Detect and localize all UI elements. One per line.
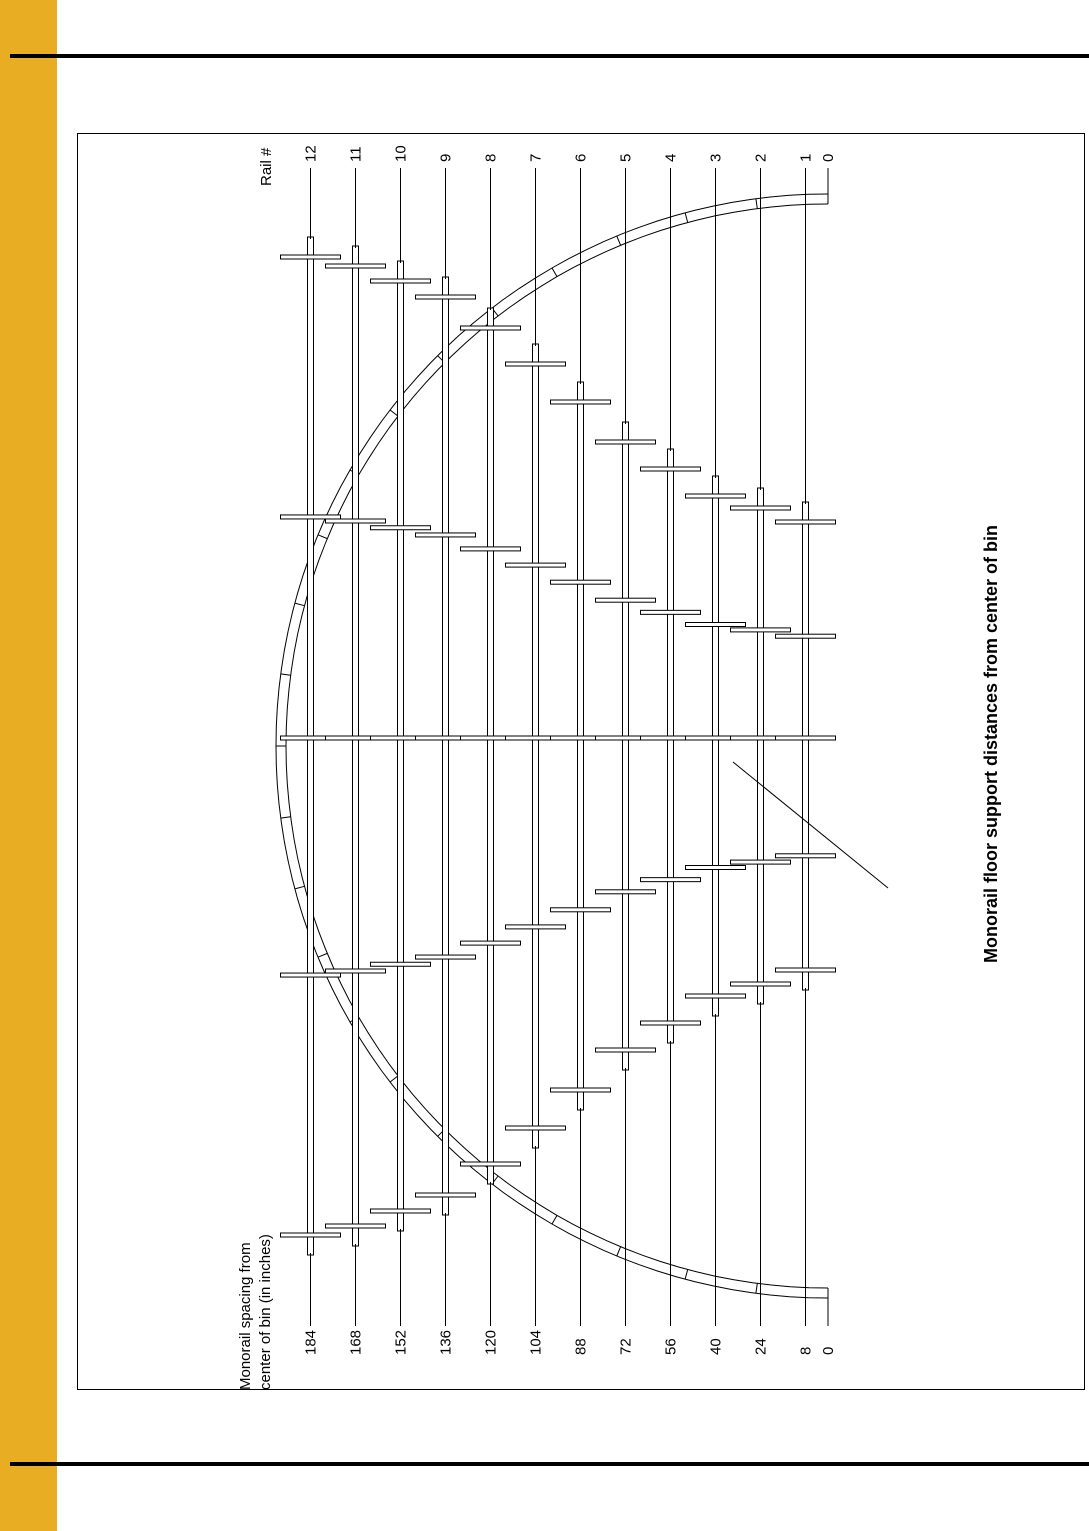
rail-12-support — [281, 515, 341, 519]
rail-group — [281, 237, 836, 1255]
caption-leader-line — [733, 762, 888, 888]
rail-9-support — [416, 533, 476, 537]
rail-5-support — [596, 1048, 656, 1052]
rail-5-support — [596, 890, 656, 894]
rail-number-label: 8 — [482, 153, 500, 162]
rail-1-beam — [803, 502, 809, 990]
spacing-label: 56 — [662, 1338, 680, 1355]
rail-9-support — [416, 295, 476, 299]
spacing-label: 152 — [392, 1329, 410, 1355]
rail-12-beam — [308, 237, 314, 1255]
spacing-label: 104 — [527, 1329, 545, 1355]
rail-2-beam — [758, 488, 764, 1004]
spacing-label: 40 — [707, 1338, 725, 1355]
rail-3-support — [686, 494, 746, 498]
bin-wall-joint — [281, 817, 291, 818]
rail-number-label: 7 — [527, 153, 545, 162]
spacing-label: 8 — [797, 1346, 815, 1355]
rail-6-beam — [578, 382, 584, 1110]
rail-number-label: 4 — [662, 153, 680, 162]
rail-5-support — [596, 598, 656, 602]
rail-9-support — [416, 1193, 476, 1197]
rail-1-support — [776, 854, 836, 858]
bin-wall-joint — [756, 1283, 757, 1293]
rail-11-support — [326, 969, 386, 973]
bin-wall-inner — [286, 204, 828, 1288]
rail-1-support — [776, 736, 836, 740]
rail-1-support — [776, 634, 836, 638]
bin-wall-joint — [295, 603, 305, 606]
rail-9-beam — [443, 277, 449, 1215]
bin-wall-joint — [756, 199, 757, 209]
rail-2-support — [731, 982, 791, 986]
rail-7-support — [506, 1126, 566, 1130]
rail-2-support — [731, 628, 791, 632]
rail-7-beam — [533, 344, 539, 1148]
spacing-label: 120 — [482, 1329, 500, 1355]
spacing-label: 24 — [752, 1338, 770, 1355]
rail-number-label: 5 — [617, 153, 635, 162]
rail-number-label: 10 — [392, 145, 410, 162]
spacing-label: 88 — [572, 1338, 590, 1355]
bin-wall-joint — [281, 674, 291, 675]
bin-wall-joint — [390, 1076, 398, 1082]
rail-number-label: 12 — [302, 145, 320, 162]
spacing-title-line2: center of bin (in inches) — [257, 1234, 274, 1390]
rail-12-support — [281, 255, 341, 259]
bin-wall-joint — [552, 268, 557, 277]
rail-6-support — [551, 400, 611, 404]
bin-wall-joint — [295, 886, 305, 889]
spacing-title-line1: Monorail spacing from — [237, 1242, 254, 1390]
bin-wall-joint — [390, 410, 398, 416]
rail-number-label: 6 — [572, 153, 590, 162]
spacing-label: 136 — [437, 1329, 455, 1355]
rail-number-label: 11 — [347, 146, 365, 162]
rail-11-support — [326, 264, 386, 268]
spacing-label: 0 — [820, 1346, 837, 1355]
bin-wall-joint — [617, 236, 621, 245]
bin-wall-joint — [318, 953, 327, 957]
rail-6-support — [551, 908, 611, 912]
rail-10-support — [371, 1209, 431, 1213]
rail-number-label: 3 — [707, 153, 725, 162]
rail-5-support — [596, 440, 656, 444]
diagram-caption: Monorail floor support distances from center of bin — [981, 524, 1001, 963]
rail-number-label: 1 — [797, 153, 815, 162]
rail-8-support — [461, 1162, 521, 1166]
rail-1-support — [776, 520, 836, 524]
rail-number-label: 0 — [820, 153, 837, 162]
spacing-label: 184 — [302, 1329, 320, 1355]
rail-8-support — [461, 941, 521, 945]
rail-4-beam — [668, 449, 674, 1043]
rail-5-beam — [623, 422, 629, 1070]
rail-10-support — [371, 526, 431, 530]
rail-3-beam — [713, 476, 719, 1016]
rail-7-support — [506, 362, 566, 366]
rail-7-support — [506, 563, 566, 567]
rail-8-support — [461, 326, 521, 330]
bin-wall-joint — [318, 535, 327, 539]
bin-wall-joint — [552, 1215, 557, 1224]
rail-12-support — [281, 973, 341, 977]
spacing-label: 168 — [347, 1329, 365, 1355]
rail-number-label: 2 — [752, 153, 770, 162]
label-group — [303, 145, 838, 1355]
rail-3-support — [686, 866, 746, 870]
rail-3-support — [686, 994, 746, 998]
rail-11-support — [326, 1224, 386, 1228]
rail-11-beam — [353, 246, 359, 1246]
rail-8-beam — [488, 308, 494, 1184]
rail-4-support — [641, 878, 701, 882]
spacing-label: 72 — [617, 1338, 635, 1355]
rail-10-support — [371, 962, 431, 966]
rail-2-support — [731, 506, 791, 510]
rail-number-label: 9 — [437, 153, 455, 162]
rail-10-support — [371, 279, 431, 283]
rail-1-support — [776, 968, 836, 972]
rail-11-support — [326, 519, 386, 523]
rail-3-support — [686, 623, 746, 627]
rail-8-support — [461, 547, 521, 551]
rail-12-support — [281, 1233, 341, 1237]
rail-number-header: Rail # — [258, 147, 275, 186]
rail-10-beam — [398, 261, 404, 1231]
rail-4-support — [641, 467, 701, 471]
rail-6-support — [551, 1088, 611, 1092]
rail-2-support — [731, 860, 791, 864]
rail-9-support — [416, 955, 476, 959]
bin-wall-joint — [685, 1270, 688, 1280]
rail-7-support — [506, 925, 566, 929]
rail-6-support — [551, 580, 611, 584]
rail-4-support — [641, 610, 701, 614]
bin-wall-joint — [685, 213, 688, 223]
bin-wall-joint — [617, 1247, 621, 1256]
rail-4-support — [641, 1021, 701, 1025]
